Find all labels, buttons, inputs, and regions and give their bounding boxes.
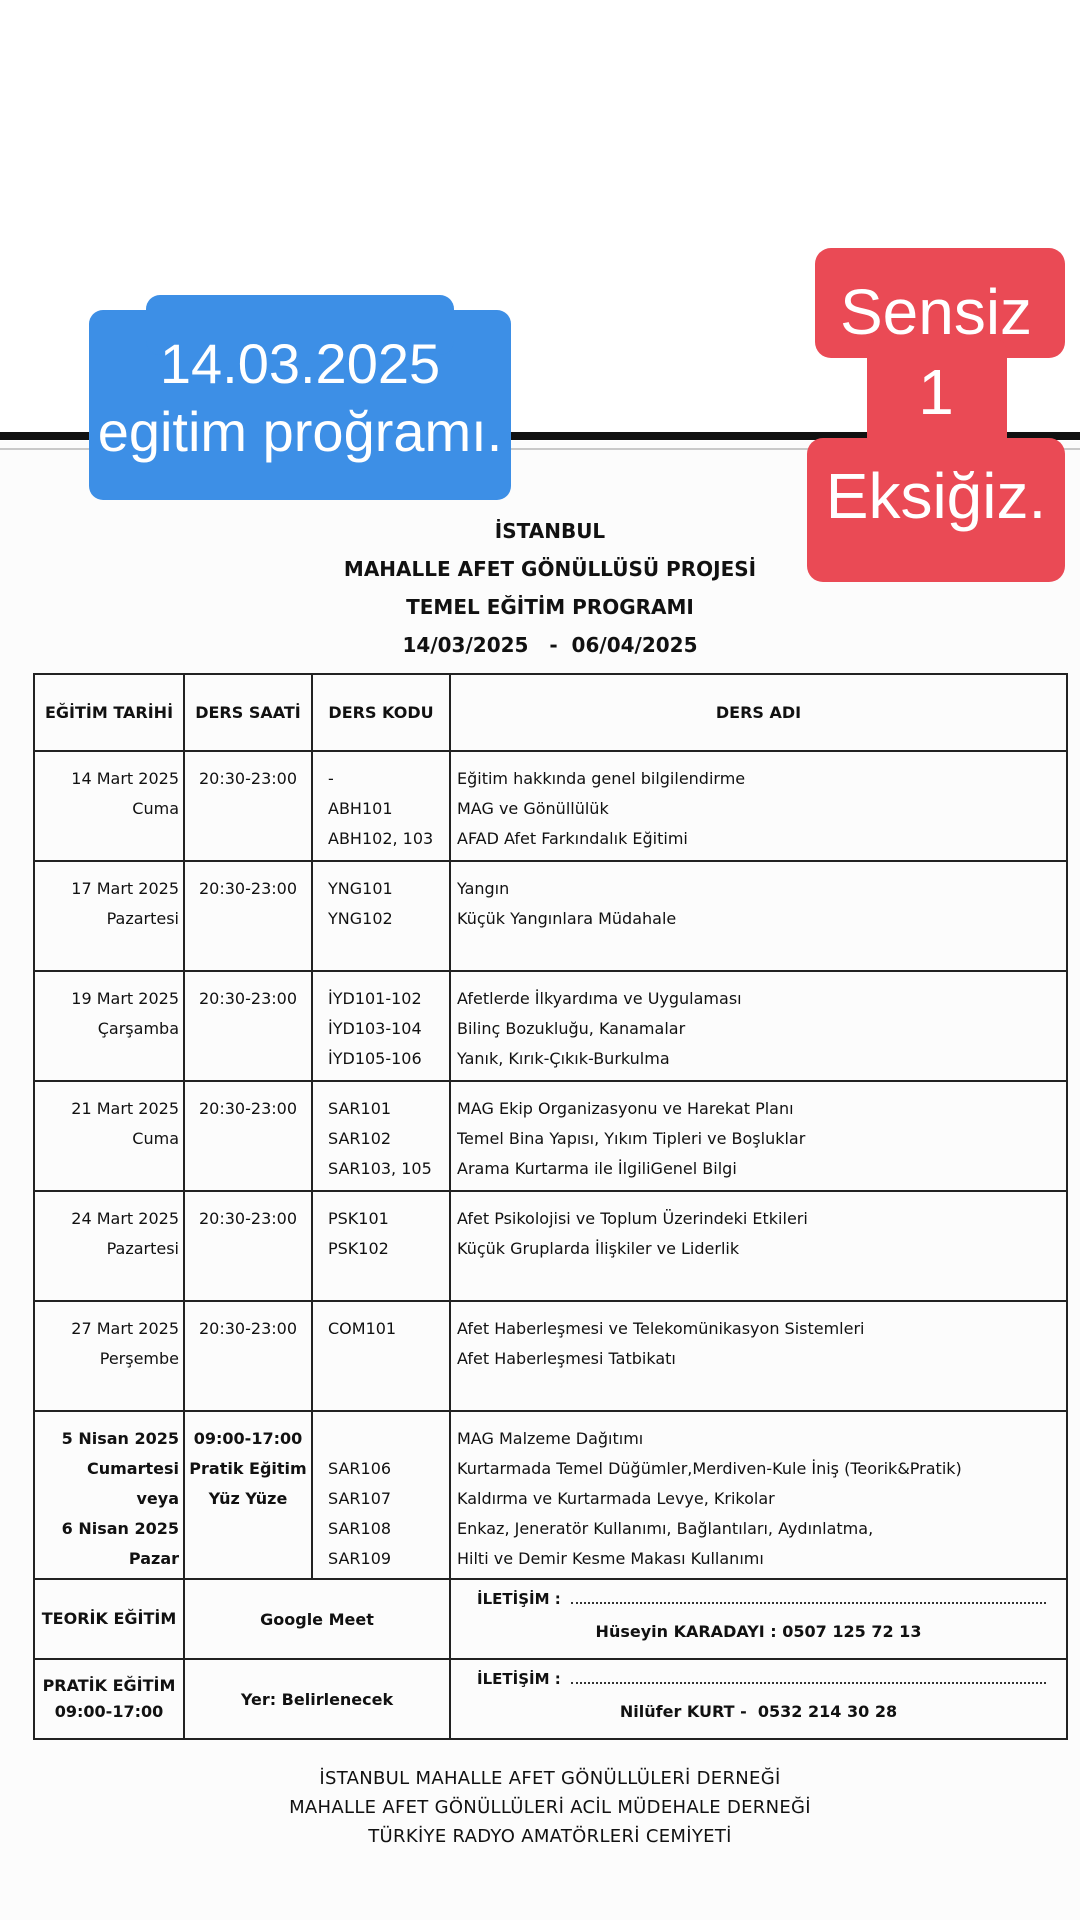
row-courses-line: Afetlerde İlkyardıma ve Uygulaması <box>457 989 742 1008</box>
row-codes-line: ABH102, 103 <box>328 829 434 848</box>
row-courses-line: Arama Kurtarma ile İlgiliGenel Bilgi <box>457 1159 737 1178</box>
row-date-line: Pazartesi <box>106 909 179 928</box>
sticker-msg-line2: 1 <box>918 356 954 429</box>
practical-code: SAR108 <box>328 1519 392 1538</box>
row-date-line: 17 Mart 2025 <box>71 879 179 898</box>
footer-organizations <box>0 1764 1080 1851</box>
row-courses-line: Afet Psikolojisi ve Toplum Üzerindeki Etkileri <box>457 1209 808 1228</box>
practical-course: Kaldırma ve Kurtarmada Levye, Krikolar <box>457 1489 775 1508</box>
row-courses <box>450 971 1067 1081</box>
practice-contact: Nilüfer KURT - 0532 214 30 28 <box>619 1702 898 1721</box>
row-date-line: Perşembe <box>99 1349 179 1368</box>
table-row <box>34 971 1067 1081</box>
theory-contact-label: İLETİŞİM : <box>477 1590 561 1608</box>
theory-contact: Hüseyin KARADAYI : 0507 125 72 13 <box>595 1622 922 1641</box>
row-courses <box>450 751 1067 861</box>
table-row <box>34 1301 1067 1411</box>
row-codes <box>312 1081 450 1191</box>
row-courses-line: Yangın <box>457 879 510 898</box>
title-project: MAHALLE AFET GÖNÜLLÜSÜ PROJESİ <box>343 557 757 581</box>
theory-label: TEORİK EĞİTİM <box>34 1579 184 1659</box>
sticker-caption: egitim proğramı. <box>97 400 503 464</box>
date-sticker <box>89 310 511 500</box>
row-courses-line: MAG Ekip Organizasyonu ve Harekat Planı <box>457 1099 794 1118</box>
row-date-line: Cuma <box>132 799 179 818</box>
practice-label <box>34 1659 184 1739</box>
row-courses-line: Eğitim hakkında genel bilgilendirme <box>457 769 746 788</box>
table-row-practical <box>34 1411 1067 1579</box>
practical-code: SAR107 <box>328 1489 392 1508</box>
row-codes-line: İYD105-106 <box>328 1049 422 1068</box>
dotted-line <box>571 1682 1046 1684</box>
table-row-practice <box>34 1659 1067 1739</box>
row-time <box>184 1301 312 1411</box>
row-time-line: 20:30-23:00 <box>199 879 297 898</box>
footer-org: İSTANBUL MAHALLE AFET GÖNÜLLÜLERİ DERNEĞİ <box>319 1768 781 1789</box>
row-date <box>34 861 184 971</box>
row-date-line: 21 Mart 2025 <box>71 1099 179 1118</box>
row-courses <box>450 861 1067 971</box>
row-codes <box>312 751 450 861</box>
row-courses-line: Afet Haberleşmesi ve Telekomünikasyon Sistemleri <box>457 1319 865 1338</box>
practice-place: Yer: Belirlenecek <box>184 1659 450 1739</box>
footer-org: TÜRKİYE RADYO AMATÖRLERİ CEMİYETİ <box>368 1826 732 1847</box>
practical-time-range: 09:00-17:00 <box>193 1429 303 1448</box>
row-date <box>34 971 184 1081</box>
table-row <box>34 1081 1067 1191</box>
row-codes-line: PSK101 <box>328 1209 389 1228</box>
practical-codes <box>312 1411 450 1579</box>
row-date-line: 19 Mart 2025 <box>71 989 179 1008</box>
row-codes <box>312 1301 450 1411</box>
table-row <box>34 861 1067 971</box>
title-city: İSTANBUL <box>494 519 606 543</box>
row-time <box>184 1081 312 1191</box>
row-codes-line: ABH101 <box>328 799 393 818</box>
row-courses <box>450 1191 1067 1301</box>
col-header-name: DERS ADI <box>450 674 1067 751</box>
row-time-line: 20:30-23:00 <box>199 769 297 788</box>
row-codes-line: İYD103-104 <box>328 1019 422 1038</box>
row-courses <box>450 1301 1067 1411</box>
practical-time <box>184 1411 312 1579</box>
row-codes-line: - <box>328 769 334 788</box>
practical-day-2: Pazar <box>128 1549 179 1568</box>
practical-course: Kurtarmada Temel Düğümler,Merdiven-Kule İniş (Teorik&Pratik) <box>457 1459 962 1478</box>
practice-label-time: 09:00-17:00 <box>54 1702 164 1721</box>
row-time <box>184 1191 312 1301</box>
practical-names <box>450 1411 1067 1579</box>
practical-dates <box>34 1411 184 1579</box>
row-time <box>184 751 312 861</box>
row-time <box>184 861 312 971</box>
row-date-line: Çarşamba <box>97 1019 179 1038</box>
row-codes <box>312 861 450 971</box>
row-codes-line: PSK102 <box>328 1239 389 1258</box>
practice-contact-cell <box>450 1659 1067 1739</box>
row-courses-line: Küçük Gruplarda İlişkiler ve Liderlik <box>457 1239 740 1258</box>
row-codes-line: YNG101 <box>328 879 393 898</box>
sticker-msg-line1: Sensiz <box>839 276 1033 348</box>
sticker-msg-line3: Eksiğiz. <box>825 460 1047 533</box>
row-courses-line: Küçük Yangınlara Müdahale <box>457 909 677 928</box>
footer-org: MAHALLE AFET GÖNÜLLÜLERİ ACİL MÜDEHALE DERNEĞİ <box>289 1797 811 1818</box>
row-date-line: Pazartesi <box>106 1239 179 1258</box>
theory-contact-cell <box>450 1579 1067 1659</box>
practical-date-1: 5 Nisan 2025 <box>61 1429 179 1448</box>
practical-code: SAR106 <box>328 1459 392 1478</box>
col-header-time: DERS SAATİ <box>184 674 312 751</box>
table-row <box>34 1191 1067 1301</box>
row-time-line: 20:30-23:00 <box>199 1319 297 1338</box>
row-date <box>34 751 184 861</box>
theory-platform: Google Meet <box>184 1579 450 1659</box>
practical-code: SAR109 <box>328 1549 392 1568</box>
practical-mode: Yüz Yüze <box>208 1489 288 1508</box>
row-date-line: 27 Mart 2025 <box>71 1319 179 1338</box>
row-date-line: 24 Mart 2025 <box>71 1209 179 1228</box>
row-codes-line: YNG102 <box>328 909 393 928</box>
row-time-line: 20:30-23:00 <box>199 989 297 1008</box>
message-sticker <box>807 248 1065 582</box>
row-time-line: 20:30-23:00 <box>199 1099 297 1118</box>
row-codes <box>312 1191 450 1301</box>
practical-code <box>328 1424 449 1454</box>
practical-course: Hilti ve Demir Kesme Makası Kullanımı <box>457 1549 764 1568</box>
row-courses-line: Afet Haberleşmesi Tatbikatı <box>457 1349 676 1368</box>
row-codes-line: SAR103, 105 <box>328 1159 432 1178</box>
schedule-table <box>33 673 1068 1740</box>
practice-label-title: PRATİK EĞİTİM <box>42 1676 176 1695</box>
row-date <box>34 1081 184 1191</box>
table-header-row <box>34 674 1067 751</box>
row-date <box>34 1191 184 1301</box>
practical-course: Enkaz, Jeneratör Kullanımı, Bağlantıları, Aydınlatma, <box>457 1519 874 1538</box>
row-time-line: 20:30-23:00 <box>199 1209 297 1228</box>
row-courses-line: AFAD Afet Farkındalık Eğitimi <box>457 829 688 848</box>
row-codes-line: SAR101 <box>328 1099 392 1118</box>
row-courses-line: Bilinç Bozukluğu, Kanamalar <box>457 1019 686 1038</box>
row-time <box>184 971 312 1081</box>
col-header-code: DERS KODU <box>312 674 450 751</box>
title-program: TEMEL EĞİTİM PROGRAMI <box>406 595 694 619</box>
practical-date-2: 6 Nisan 2025 <box>61 1519 179 1538</box>
col-header-date: EĞİTİM TARİHİ <box>34 674 184 751</box>
practical-type: Pratik Eğitim <box>189 1459 307 1478</box>
table-row <box>34 751 1067 861</box>
row-courses-line: Yanık, Kırık-Çıkık-Burkulma <box>457 1049 670 1068</box>
row-courses <box>450 1081 1067 1191</box>
practical-day-1: Cumartesi <box>87 1459 179 1478</box>
row-courses-line: Temel Bina Yapısı, Yıkım Tipleri ve Boşluklar <box>457 1129 806 1148</box>
sticker-date: 14.03.2025 <box>159 332 441 395</box>
row-codes <box>312 971 450 1081</box>
table-row-theory <box>34 1579 1067 1659</box>
row-codes-line: COM101 <box>328 1319 397 1338</box>
practical-course: MAG Malzeme Dağıtımı <box>457 1429 644 1448</box>
dotted-line <box>571 1602 1046 1604</box>
row-date <box>34 1301 184 1411</box>
row-courses-line: MAG ve Gönüllülük <box>457 799 609 818</box>
title-date-range: 14/03/2025 - 06/04/2025 <box>402 633 698 657</box>
row-codes-line: SAR102 <box>328 1129 392 1148</box>
row-codes-line: İYD101-102 <box>328 989 422 1008</box>
practical-or: veya <box>136 1489 179 1508</box>
practice-contact-label: İLETİŞİM : <box>477 1670 561 1688</box>
row-date-line: 14 Mart 2025 <box>71 769 179 788</box>
row-date-line: Cuma <box>132 1129 179 1148</box>
